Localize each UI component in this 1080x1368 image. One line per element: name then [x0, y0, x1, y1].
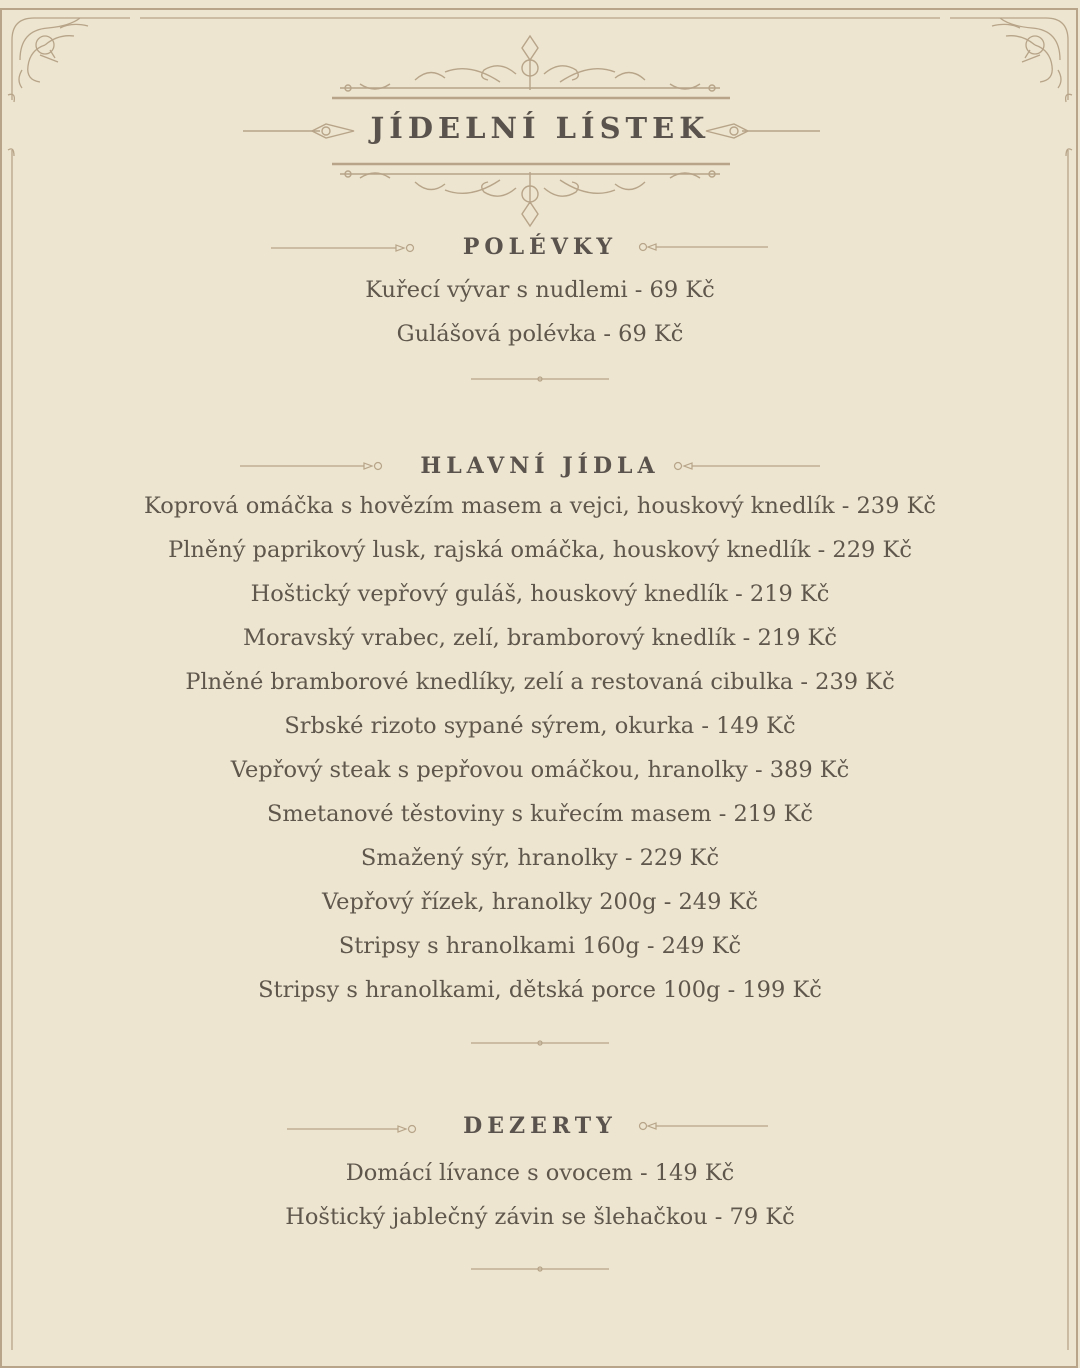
- menu-item: Vepřový steak s pepřovou omáčkou, hranolky - 389 Kč: [230, 757, 850, 783]
- menu-item: Smažený sýr, hranolky - 229 Kč: [360, 845, 720, 871]
- section-heading-main-courses: HLAVNÍ JÍDLA: [420, 453, 660, 479]
- menu-item: Domácí lívance s ovocem - 149 Kč: [345, 1160, 735, 1186]
- menu-item: Koprová omáčka s hovězím masem a vejci, houskový knedlík - 239 Kč: [143, 493, 936, 519]
- menu-item: Stripsy s hranolkami 160g - 249 Kč: [338, 933, 742, 959]
- menu-item: Vepřový řízek, hranolky 200g - 249 Kč: [322, 889, 758, 915]
- menu-item: Hoštický jablečný závin se šlehačkou - 79 Kč: [285, 1204, 795, 1230]
- menu-item: Plněné bramborové knedlíky, zelí a restovaná cibulka - 239 Kč: [185, 669, 895, 695]
- section-heading-desserts: DEZERTY: [463, 1113, 617, 1139]
- menu-item: Kuřecí vývar s nudlemi - 69 Kč: [365, 277, 715, 303]
- menu-item: Stripsy s hranolkami, dětská porce 100g - 199 Kč: [258, 977, 822, 1003]
- section-heading-soups: POLÉVKY: [462, 234, 618, 260]
- menu-item: Moravský vrabec, zelí, bramborový knedlík - 219 Kč: [243, 625, 837, 651]
- menu-item: Plněný paprikový lusk, rajská omáčka, houskový knedlík - 229 Kč: [168, 537, 912, 563]
- menu-item: Srbské rizoto sypané sýrem, okurka - 149 Kč: [284, 713, 796, 739]
- menu-item: Hoštický vepřový guláš, houskový knedlík - 219 Kč: [250, 581, 830, 607]
- menu-item: Gulášová polévka - 69 Kč: [396, 321, 684, 347]
- menu-item: Smetanové těstoviny s kuřecím masem - 219 Kč: [266, 801, 814, 827]
- menu-title: JÍDELNÍ LÍSTEK: [370, 111, 710, 145]
